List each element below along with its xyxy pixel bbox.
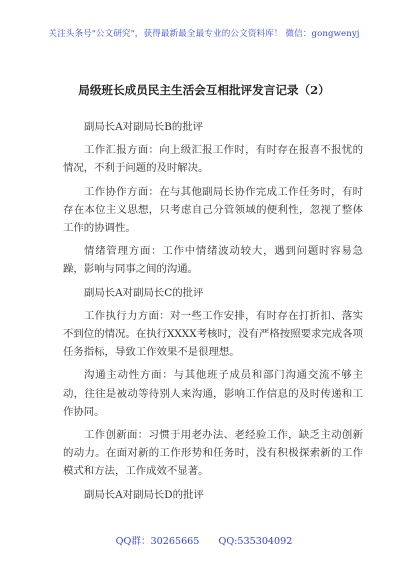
paragraph: 工作汇报方面：向上级汇报工作时，有时存在报喜不报忧的情况，不利于问题的及时解决。	[63, 144, 363, 175]
footer-qq-group: QQ群：30265665	[115, 536, 200, 547]
document-body	[63, 118, 363, 509]
paragraph: 副局长A对副局长C的批评	[84, 286, 204, 299]
paragraph: 沟通主动性方面：与其他班子成员和部门沟通交流不够主动，往往是被动等待别人来沟通，影响工作信息的及时传递和工作协同。	[63, 369, 363, 418]
paragraph: 工作协作方面：在与其他副局长协作完成工作任务时，有时存在本位主义思想，只考虑自己分管领域的便利性，忽视了整体工作的协调性。	[63, 185, 363, 235]
paragraph: 副局长A对副局长D的批评	[84, 488, 204, 501]
footer-contact	[0, 533, 408, 547]
paragraph: 工作执行力方面：对一些工作安排，有时存在打折扣、落实不到位的情况。在执行XXXX考核时，没有严格按照要求完成各项任务指标，导致工作效果不是很理想。	[63, 309, 363, 359]
footer-qq-number: QQ:535304092	[218, 536, 293, 547]
header-note: 关注头条号"公文研究"，获得最新最全最专业的公文资料库！ 微信：gongwenyj	[48, 29, 360, 39]
paragraph: 情绪管理方面：工作中情绪波动较大，遇到问题时容易急躁，影响与同事之间的沟通。	[63, 245, 363, 276]
document-title: 局级班长成员民主生活会互相批评发言记录（2）	[78, 83, 330, 97]
paragraph: 工作创新面：习惯于用老办法、老经验工作，缺乏主动创新的动力。在面对新的工作形势和任务时，没有积极探索新的工作模式和方法，工作成效不显著。	[63, 429, 363, 478]
paragraph: 副局长A对副局长B的批评	[84, 121, 204, 133]
